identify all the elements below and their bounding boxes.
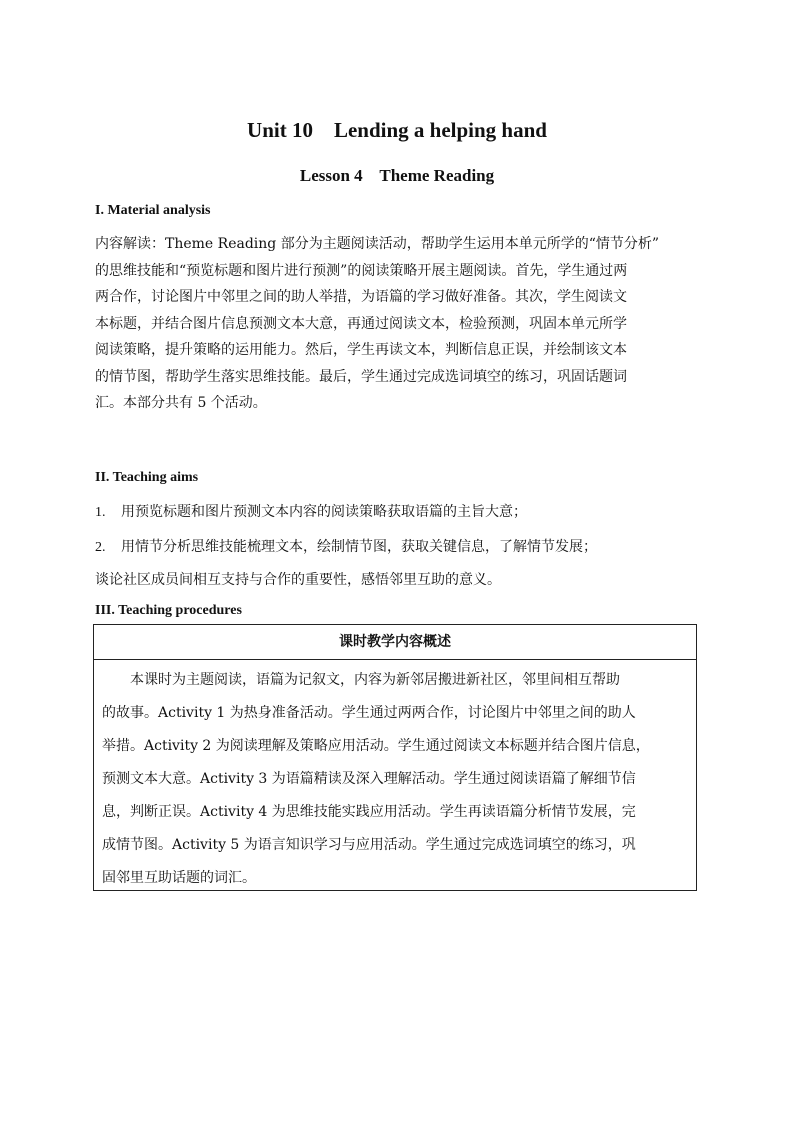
teaching-aim-item — [95, 501, 527, 521]
table-line: 固邻里互助话题的词汇。 — [102, 870, 256, 886]
paragraph-line: 汇。本部分共有 5 个活动。 — [95, 395, 267, 411]
table-line: 预测文本大意。Activity 3 为语篇精读及深入理解活动。学生通过阅读语篇了解细节信 — [102, 771, 636, 787]
table-line: 本课时为主题阅读，语篇为记叙文，内容为新邻居搬进新社区，邻里间相互帮助 — [130, 672, 620, 688]
section-heading-material-analysis: I. Material analysis — [95, 203, 211, 218]
teaching-aim-extra: 谈论社区成员间相互支持与合作的重要性，感悟邻里互助的意义。 — [95, 572, 501, 588]
paragraph-line: 的情节图，帮助学生落实思维技能。最后，学生通过完成选词填空的练习，巩固话题词 — [95, 368, 627, 385]
table-line: 息，判断正误。Activity 4 为思维技能实践应用活动。学生再读语篇分析情节发展，完 — [102, 804, 636, 820]
table-header: 课时教学内容概述 — [94, 625, 696, 660]
table-line: 成情节图。Activity 5 为语言知识学习与应用活动。学生通过完成选词填空的练习，巩 — [102, 837, 636, 853]
aim-number: 2. — [95, 540, 106, 555]
lesson-subtitle: Lesson 4 Theme Reading — [299, 166, 495, 185]
paragraph-line: 阅读策略，提升策略的运用能力。然后，学生再读文本，判断信息正误，并绘制该文本 — [95, 342, 627, 358]
section-heading-teaching-aims: II. Teaching aims — [95, 470, 199, 485]
aim-text: 用情节分析思维技能梳理文本，绘制情节图，获取关键信息，了解情节发展； — [121, 539, 597, 555]
procedures-table — [93, 624, 697, 891]
aim-number: 1. — [95, 505, 106, 520]
aim-text: 用预览标题和图片预测文本内容的阅读策略获取语篇的主旨大意； — [121, 504, 527, 520]
unit-title: Unit 10 Lending a helping hand — [247, 118, 547, 142]
table-line: 举措。Activity 2 为阅读理解及策略应用活动。学生通过阅读文本标题并结合图片信息， — [102, 738, 650, 754]
teaching-aim-item — [95, 536, 597, 556]
paragraph-line: 的思维技能和“预览标题和图片进行预测”的阅读策略开展主题阅读。首先，学生通过两 — [95, 262, 628, 279]
table-body — [94, 660, 696, 895]
material-analysis-paragraph — [95, 231, 700, 417]
paragraph-line: 两合作，讨论图片中邻里之间的助人举措，为语篇的学习做好准备。其次，学生阅读文 — [95, 289, 627, 305]
table-line: 的故事。Activity 1 为热身准备活动。学生通过两两合作，讨论图片中邻里之间的助人 — [102, 705, 636, 721]
paragraph-line: 本标题，并结合图片信息预测文本大意，再通过阅读文本，检验预测，巩固本单元所学 — [95, 315, 627, 332]
paragraph-line: 内容解读：Theme Reading 部分为主题阅读活动，帮助学生运用本单元所学的“情节分析” — [95, 236, 660, 252]
section-heading-teaching-procedures: III. Teaching procedures — [95, 603, 242, 618]
